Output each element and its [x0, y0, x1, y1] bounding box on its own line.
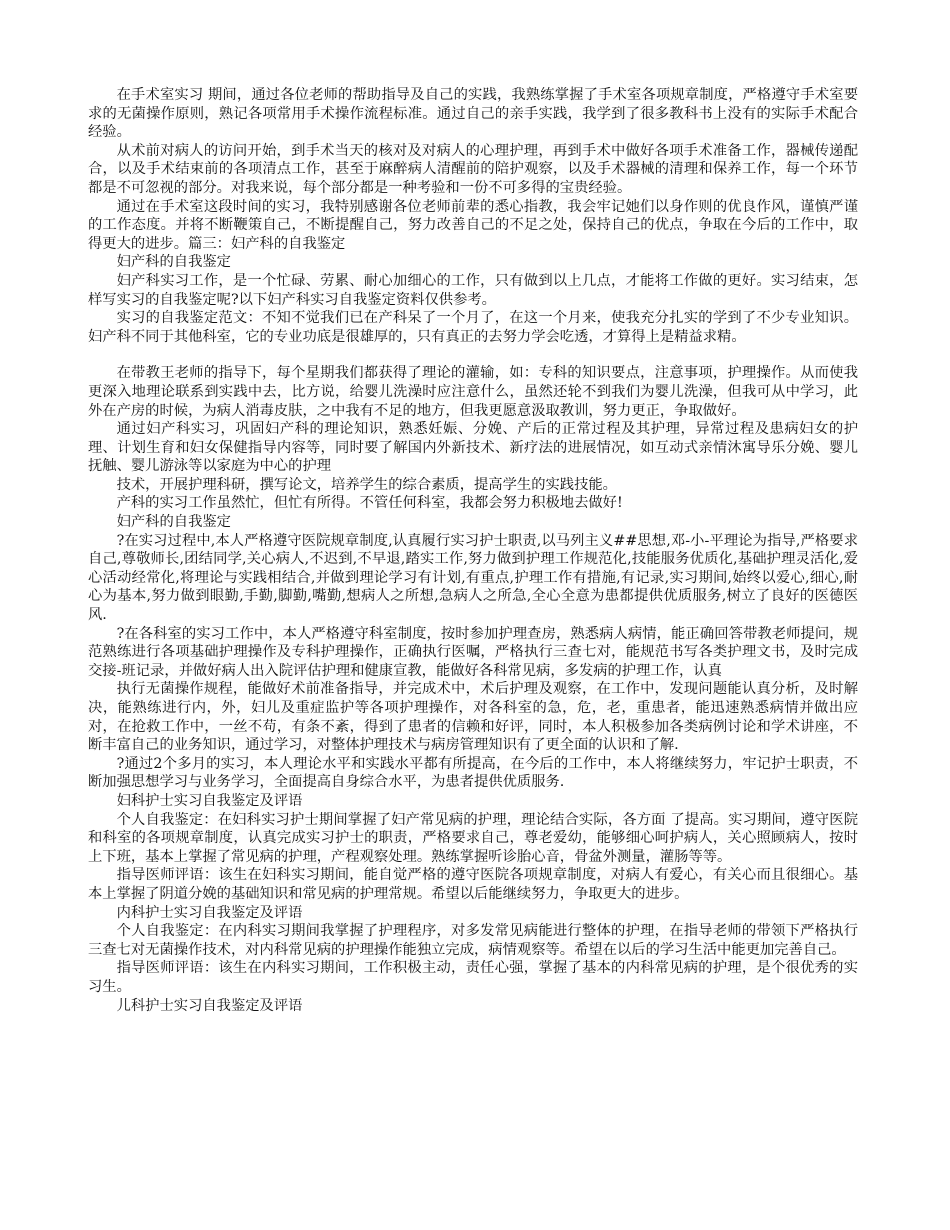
paragraph: 指导医师评语：该生在妇科实习期间，能自觉严格的遵守医院各项规章制度，对病人有爱心，有关心而且很细心。基本上掌握了阴道分娩的基础知识和常见病的护理常规。希望以后能继续努力，争取更大的进步。	[88, 867, 858, 902]
blank-line	[88, 346, 858, 364]
paragraph: ?在各科室的实习工作中，本人严格遵守科室制度，按时参加护理查房，熟悉病人病情，能正确回答带教老师提问，规范熟练进行各项基础护理操作及专科护理操作，正确执行医嘱，严格执行三查七对，能规范书写各类护理文书，及时完成交接-班记录，并做好病人出入院评估护理和健康宣教，能做好各科常见病，多发病的护理工作，认真	[88, 625, 858, 679]
section-heading: 妇产科的自我鉴定	[116, 514, 231, 531]
paragraph: 执行无菌操作规程，能做好术前准备指导，并完成术中，术后护理及观察，在工作中，发现问题能认真分析，及时解决，能熟练进行内，外，妇儿及重症监护等各项护理操作，对各科室的急，危，老，重患者，能迅速熟悉病情并做出应对，在抢救工作中，一丝不苟，有条不紊，得到了患者的信赖和好评，同时，本人积极参加各类病例讨论和学术讲座，不断丰富自己的业务知识，通过学习，对整体护理技术与病房管理知识有了更全面的认识和了解.	[88, 681, 858, 754]
paragraph: 个人自我鉴定：在内科实习期间我掌握了护理程序，对多发常见病能进行整体的护理，在指导老师的带领下严格执行三查七对无菌操作技术，对内科常见病的护理操作能独立完成，病情观察等。希望在以后的学习生活中能更加完善自己。	[88, 923, 858, 958]
paragraph: 从术前对病人的访问开始，到手术当天的核对及对病人的心理护理，再到手术中做好各项手术准备工作，器械传递配合，以及手术结束前的各项清点工作，甚至于麻醉病人清醒前的陪护观察，以及手术器械的清理和保养工作，每一个环节都是不可忽视的部分。对我来说，每个部分都是一种考验和一份不可多得的宝贵经验。	[88, 142, 858, 196]
paragraph: 技术，开展护理科研，撰写论文，培养学生的综合素质，提高学生的实践技能。	[116, 476, 617, 493]
paragraph: 在带教王老师的指导下，每个星期我们都获得了理论的灌输，如：专科的知识要点，注意事项，护理操作。从而使我更深入地理论联系到实践中去，比方说，给婴儿洗澡时应注意什么，虽然还轮不到我们为婴儿洗澡，但我可从中学习，此外在产房的时候，为病人消毒皮肤，之中我有不足的地方，但我更愿意汲取教训，努力更正，争取做好。	[88, 365, 858, 419]
paragraph: ?在实习过程中,本人严格遵守医院规章制度,认真履行实习护士职责,以马列主义##思想,邓-小-平理论为指导,严格要求自己,尊敬师长,团结同学,关心病人,不迟到,不早退,踏实工作,努力做到护理工作规范化,技能服务优质化,基础护理灵活化,爱心活动经常化,将理论与实践相结合,并做到理论学习有计划,有重点,护理工作有措施,有记录,实习期间,始终以爱心,细心,耐心为基本,努力做到眼勤,手勤,脚勤,嘴勤,想病人之所想,急病人之所急,全心全意为患都提供优质服务,树立了良好的医德医风.	[88, 532, 858, 624]
section-heading: 妇科护士实习自我鉴定及评语	[116, 792, 303, 809]
paragraph: 在手术室实习 期间，通过各位老师的帮助指导及自己的实践，我熟练掌握了手术室各项规章制度，严格遵守手术室要求的无菌操作原则，熟记各项常用手术操作流程标准。通过自己的亲手实践，我学到了很多教科书上没有的实际手术配合经验。	[88, 87, 858, 141]
paragraph: ?通过2个多月的实习，本人理论水平和实践水平都有所提高，在今后的工作中，本人将继续努力，牢记护士职责，不断加强思想学习与业务学习，全面提高自身综合水平，为患者提供优质服务.	[88, 755, 858, 791]
paragraph: 个人自我鉴定：在妇科实习护士期间掌握了妇产常见病的护理，理论结合实际，各方面 了提高。实习期间，遵守医院和科室的各项规章制度，认真完成实习护士的职责，严格要求自己，尊老爱幼，能够细心呵护病人，关心照顾病人，按时上下班，基本上掌握了常见病的护理，产程观察处理。熟练掌握听诊胎心音，骨盆外测量，灌肠等等。	[88, 811, 858, 865]
section-heading: 儿科护士实习自我鉴定及评语	[116, 997, 303, 1014]
paragraph: 通过在手术室这段时间的实习，我特别感谢各位老师前辈的悉心指教，我会牢记她们以身作则的优良作风，谨慎严谨的工作态度。并将不断鞭策自己，不断提醒自己，努力改善自己的不足之处，保持自己的优点，争取在今后的工作中，取得更大的进步。篇三：妇产科的自我鉴定	[88, 198, 858, 252]
paragraph: 指导医师评语：该生在内科实习期间，工作积极主动，责任心强，掌握了基本的内科常见病的护理，是个很优秀的实习生。	[88, 960, 858, 995]
document-body	[88, 86, 858, 1015]
paragraph: 通过妇产科实习，巩固妇产科的理论知识，熟悉妊娠、分娩、产后的正常过程及其护理，异常过程及患病妇女的护理、计划生育和妇女保健指导内容等，同时要了解国内外新技术、新疗法的进展情况，如互动式亲情沐寓导乐分娩、婴儿抚触、婴儿游泳等以家庭为中心的护理	[88, 421, 858, 475]
section-heading: 妇产科的自我鉴定	[116, 254, 231, 271]
section-heading: 内科护士实习自我鉴定及评语	[116, 904, 303, 921]
paragraph: 妇产科实习工作，是一个忙碌、劳累、耐心加细心的工作，只有做到以上几点，才能将工作做的更好。实习结束，怎样写实习的自我鉴定呢?以下妇产科实习自我鉴定资料仅供参考。	[88, 272, 858, 308]
paragraph: 实习的自我鉴定范文：不知不觉我们已在产科呆了一个月了，在这一个月来，使我充分扎实的学到了不少专业知识。妇产科不同于其他科室，它的专业功底是很雄厚的，只有真正的去努力学会吃透，才算得上是精益求精。	[88, 310, 858, 345]
paragraph: 产科的实习工作虽然忙，但忙有所得。不管任何科室，我都会努力积极地去做好!	[116, 495, 623, 512]
